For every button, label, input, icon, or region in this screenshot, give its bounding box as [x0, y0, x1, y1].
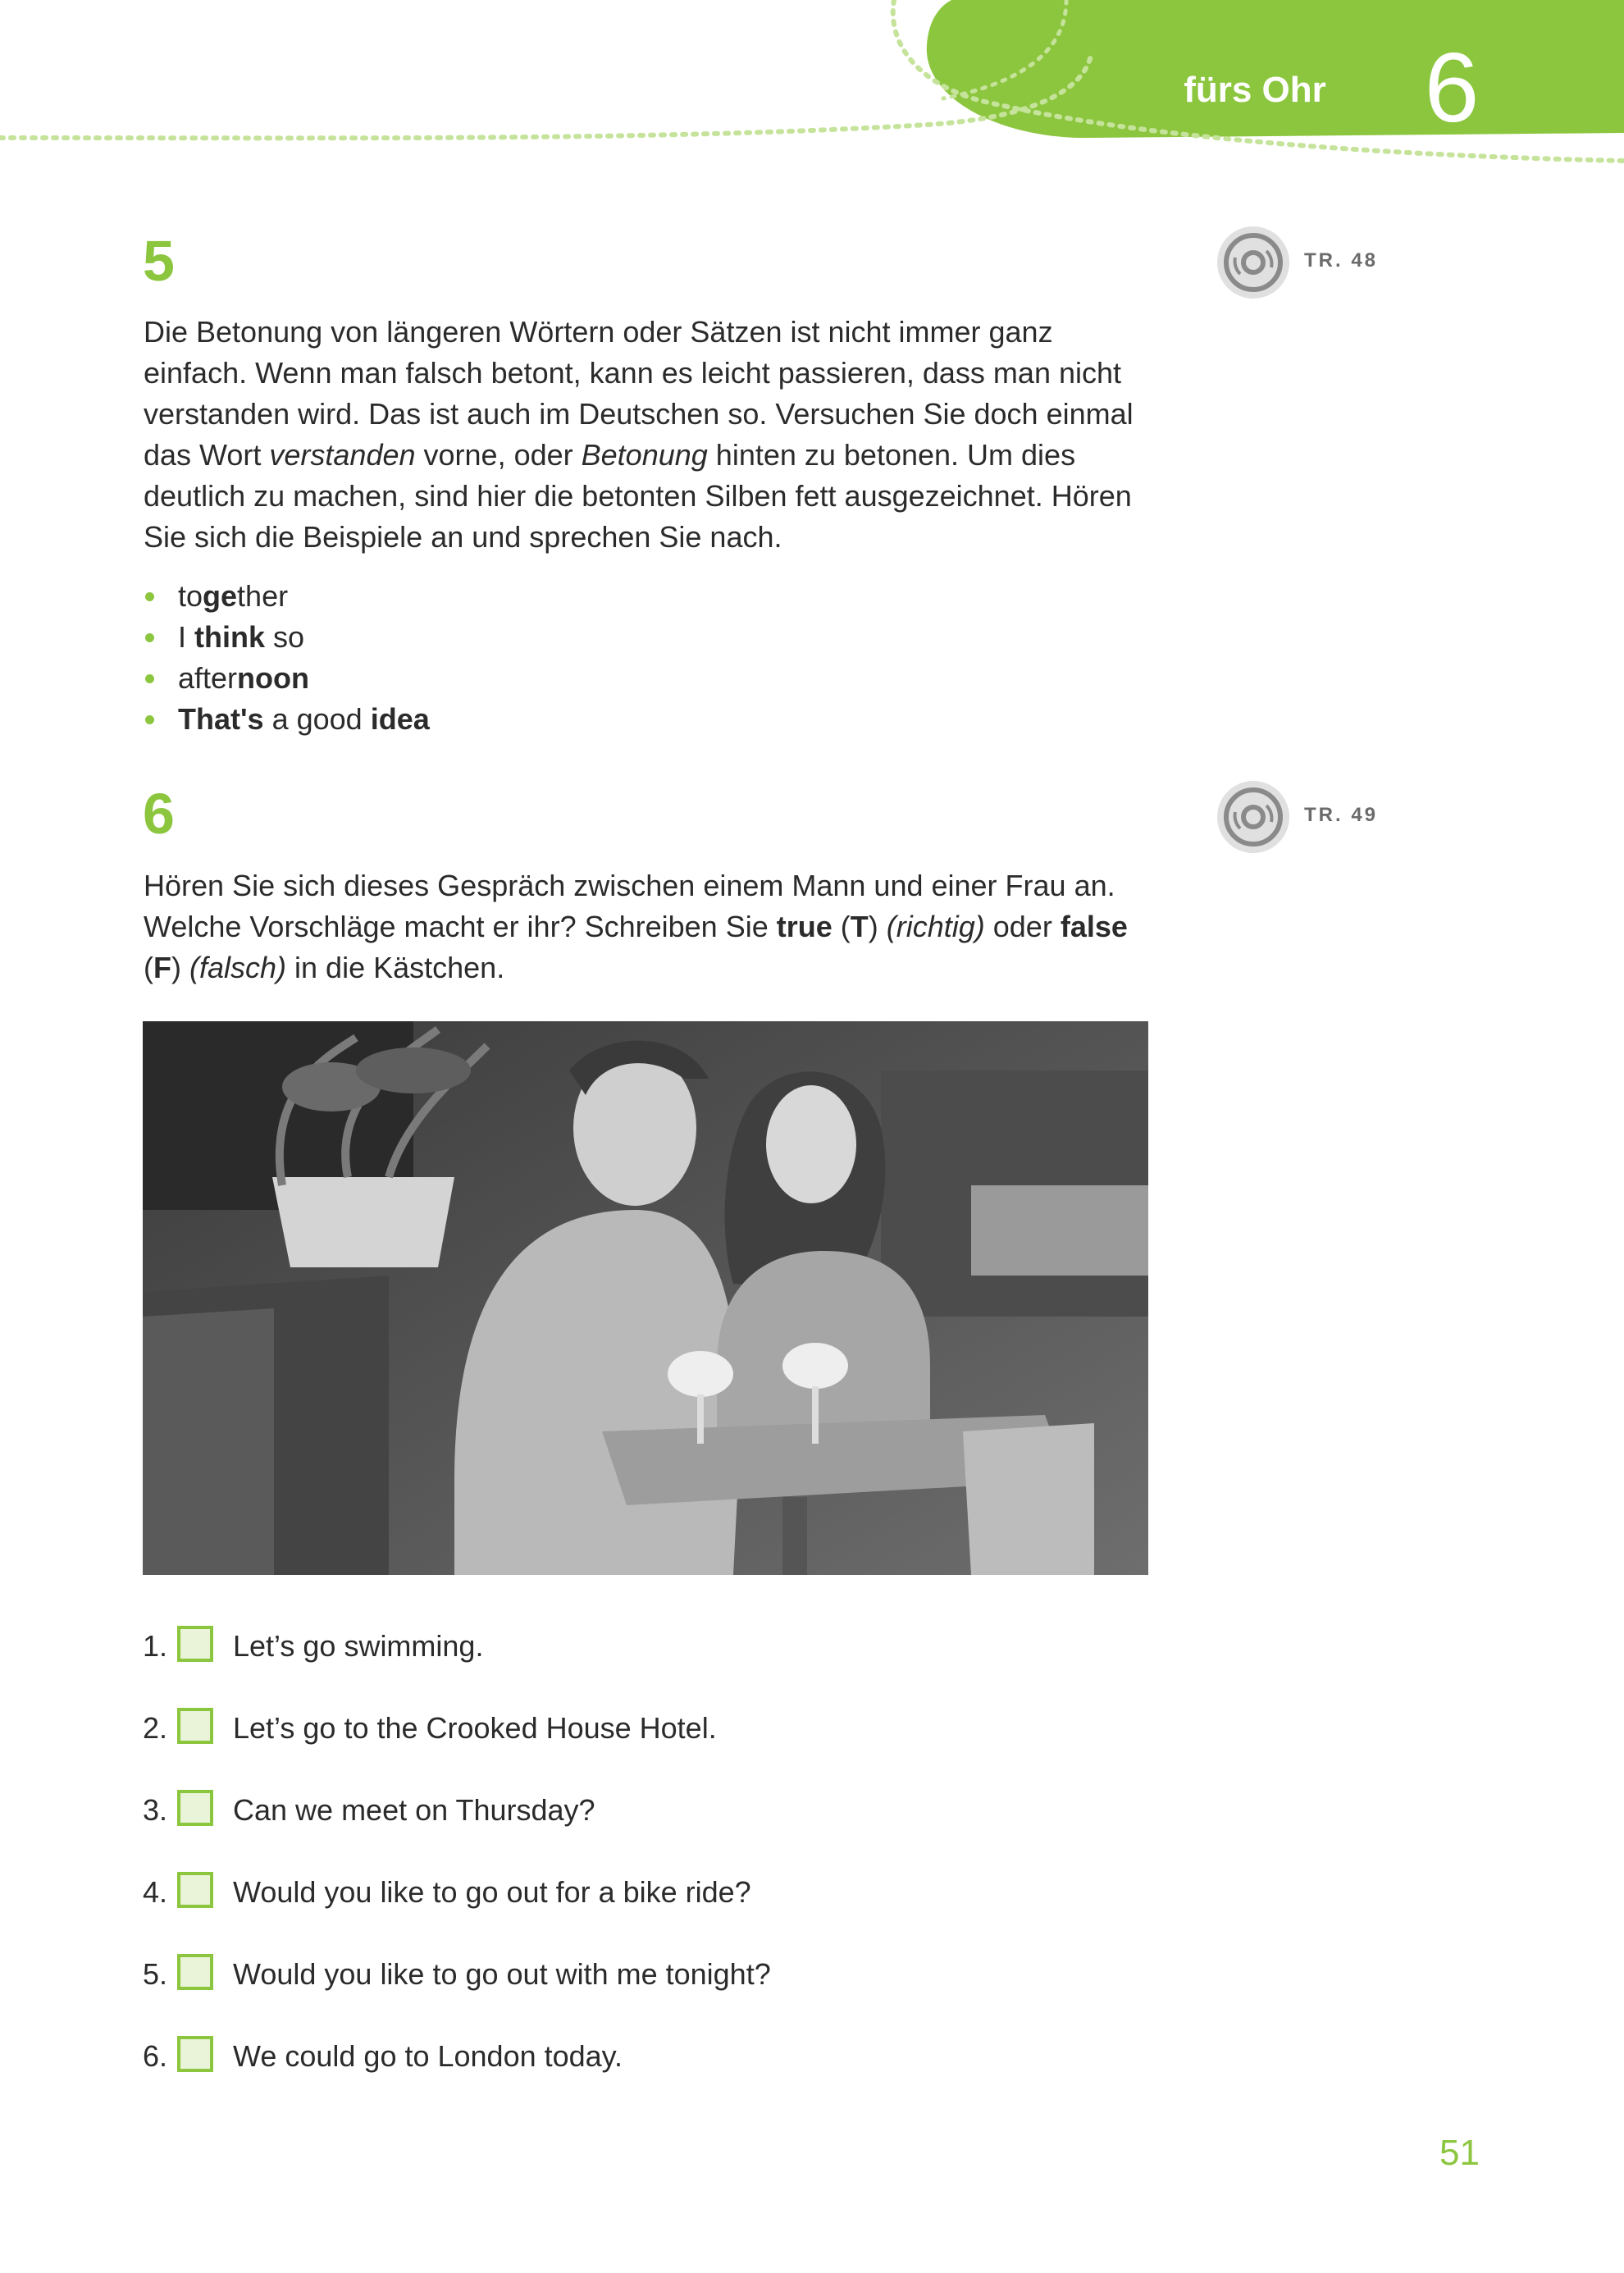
bullet-icon [145, 592, 154, 601]
chapter-number: 6 [1424, 33, 1480, 143]
answer-checkbox[interactable] [177, 1708, 213, 1744]
track-badge-48[interactable] [1216, 225, 1429, 300]
list-item: together [144, 576, 430, 617]
list-item: 2. Let’s go to the Crooked House Hotel. [143, 1705, 1127, 1754]
list-item: 3. Can we meet on Thursday? [143, 1787, 1127, 1836]
answer-checkbox[interactable] [177, 1872, 213, 1908]
header-decoration [0, 0, 1624, 180]
answer-checkbox[interactable] [177, 1954, 213, 1990]
bullet-icon [145, 715, 154, 724]
page-number: 51 [1439, 2133, 1480, 2173]
list-item: 4. Would you like to go out for a bike ride? [143, 1869, 1127, 1918]
cafe-couple-photo [143, 1021, 1148, 1575]
track-badge-49[interactable] [1216, 779, 1429, 855]
answer-checkbox[interactable] [177, 1626, 213, 1662]
answer-checkbox[interactable] [177, 1790, 213, 1826]
stress-examples-list [144, 576, 430, 740]
list-item: I think so [144, 617, 430, 658]
list-item: 6. We could go to London today. [143, 2033, 1127, 2082]
list-item: 5. Would you like to go out with me tonight? [143, 1951, 1127, 2000]
section6-paragraph: Hören Sie sich dieses Gespräch zwischen einem Mann und einer Frau an. Welche Vorschläge macht er ihr? Schreiben Sie true (T) (richtig) oder false (F) (falsch) in die Kästchen. [144, 869, 1128, 984]
section-number-6: 6 [143, 782, 175, 846]
section-number-5: 5 [143, 229, 175, 293]
list-item: That's a good idea [144, 699, 430, 740]
section5-paragraph: Die Betonung von längeren Wörtern oder Sätzen ist nicht immer ganz einfach. Wenn man falsch betont, kann es leicht passieren, dass man nicht verstanden wird. Das ist auch im Deutschen so. Versuchen Sie doch einmal das Wort verstanden vorne, oder Betonung hinten zu betonen. Um dies deutlich zu machen, sind hier die betonten Silben fett ausgezeichnet. Hören Sie sich die Beispiele an und sprechen Sie nach. [144, 315, 1134, 554]
track-label: TR. 49 [1304, 804, 1379, 826]
cd-icon [1216, 779, 1291, 855]
list-item: 1. Let’s go swimming. [143, 1623, 1127, 1672]
cd-icon [1216, 225, 1291, 300]
chapter-label: fürs Ohr [1184, 70, 1326, 110]
bullet-icon [145, 633, 154, 642]
track-label: TR. 48 [1304, 249, 1379, 272]
bullet-icon [145, 674, 154, 683]
list-item: afternoon [144, 658, 430, 699]
answer-checkbox[interactable] [177, 2036, 213, 2072]
